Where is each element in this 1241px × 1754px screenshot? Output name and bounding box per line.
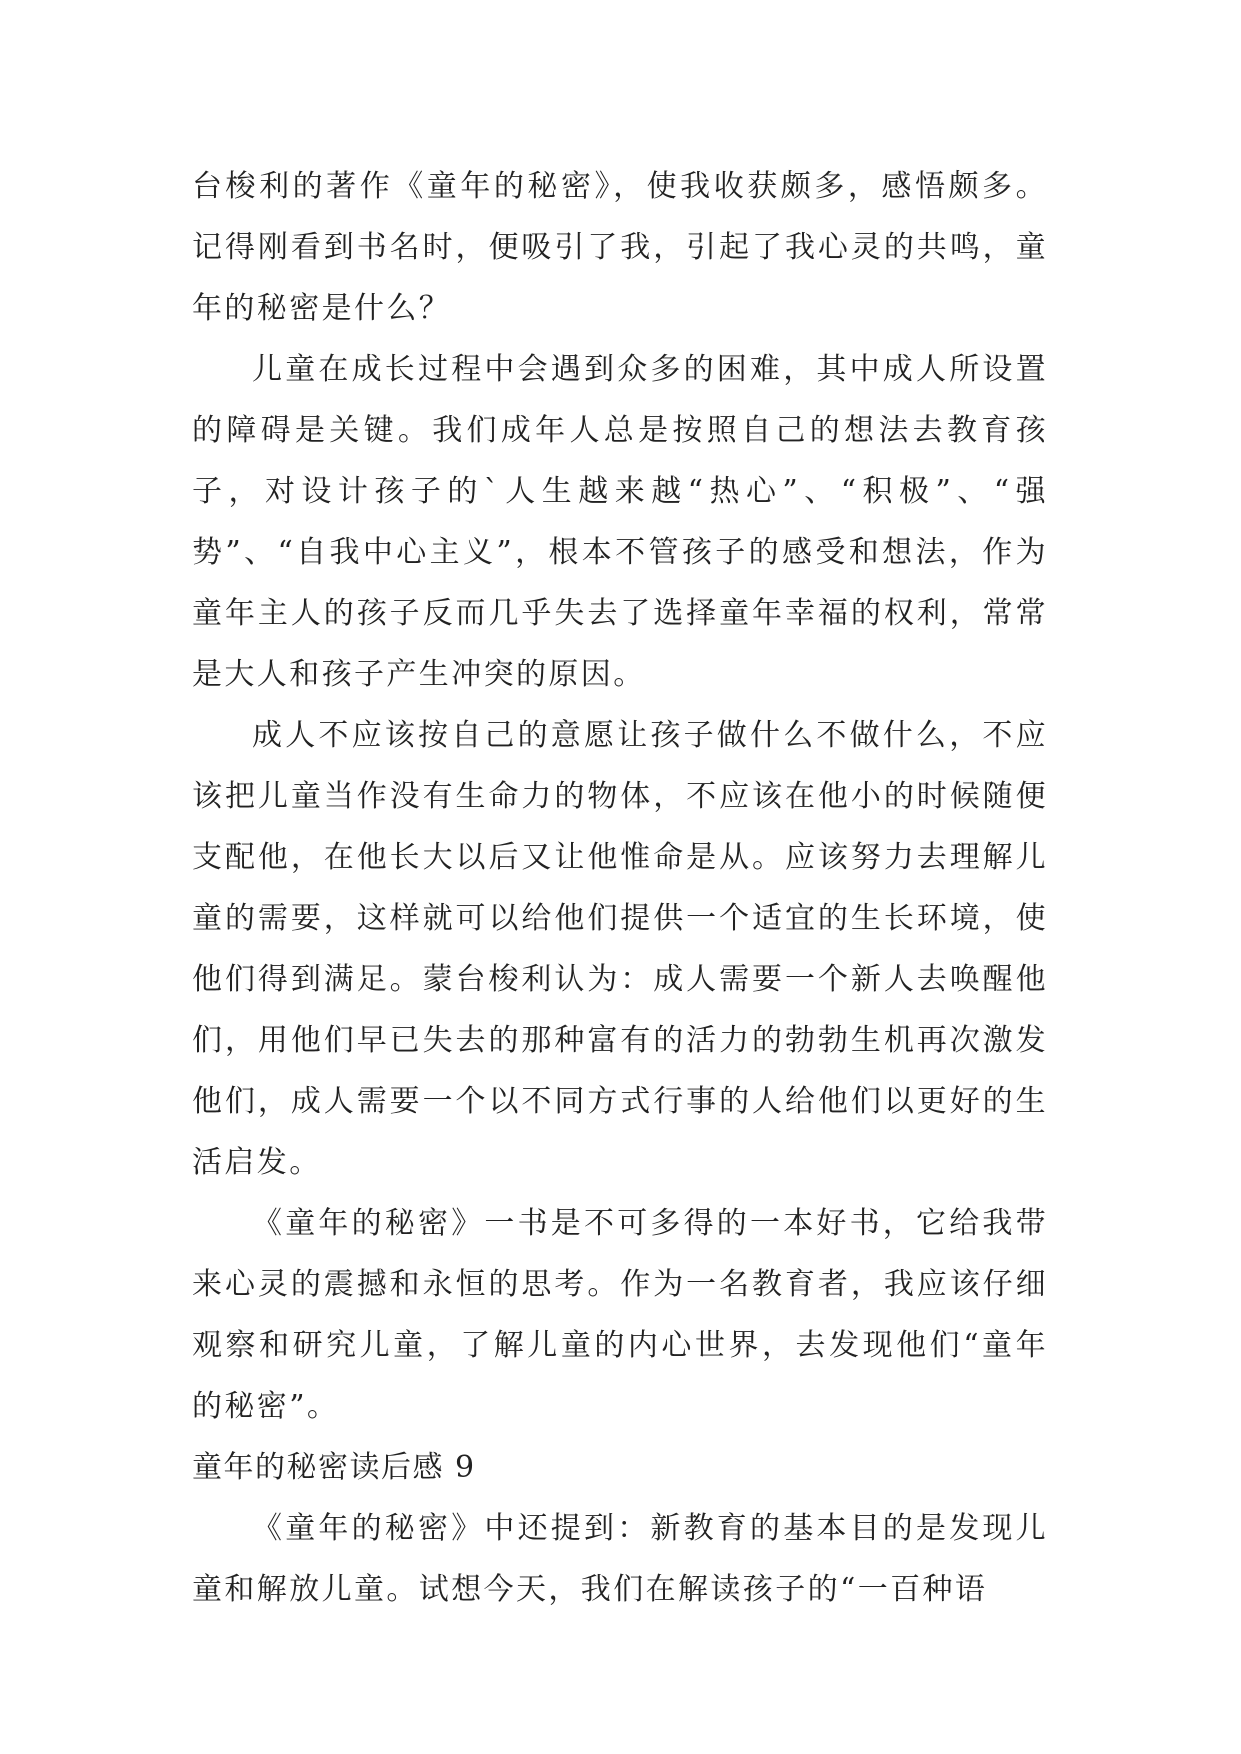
document-body [192, 156, 1048, 1620]
paragraph: 《童年的秘密》一书是不可多得的一本好书，它给我带来心灵的震撼和永恒的思考。作为一名教育者，我应该仔细观察和研究儿童，了解儿童的内心世界，去发现他们“童年的秘密”。 [192, 1206, 1048, 1424]
paragraph: 成人不应该按自己的意愿让孩子做什么不做什么，不应该把儿童当作没有生命力的物体，不应该在他小的时候随便支配他，在他长大以后又让他惟命是从。应该努力去理解儿童的需要，这样就可以给他们提供一个适宜的生长环境，使他们得到满足。蒙台梭利认为：成人需要一个新人去唤醒他们，用他们早已失去的那种富有的活力的勃勃生机再次激发他们，成人需要一个以不同方式行事的人给他们以更好的生活启发。 [192, 718, 1048, 1180]
paragraph: 儿童在成长过程中会遇到众多的困难，其中成人所设置的障碍是关键。我们成年人总是按照自己的想法去教育孩子，对设计孩子的`人生越来越“热心”、“积极”、“强势”、“自我中心主义”，根本不管孩子的感受和想法，作为童年主人的孩子反而几乎失去了选择童年幸福的权利，常常是大人和孩子产生冲突的原因。 [192, 352, 1048, 692]
section-heading: 童年的秘密读后感 9 [192, 1450, 476, 1485]
paragraph: 《童年的秘密》中还提到：新教育的基本目的是发现儿童和解放儿童。试想今天，我们在解读孩子的“一百种语 [192, 1511, 1048, 1607]
paragraph-continued: 台梭利的著作《童年的秘密》，使我收获颇多，感悟颇多。记得刚看到书名时，便吸引了我，引起了我心灵的共鸣，童年的秘密是什么？ [192, 169, 1048, 326]
